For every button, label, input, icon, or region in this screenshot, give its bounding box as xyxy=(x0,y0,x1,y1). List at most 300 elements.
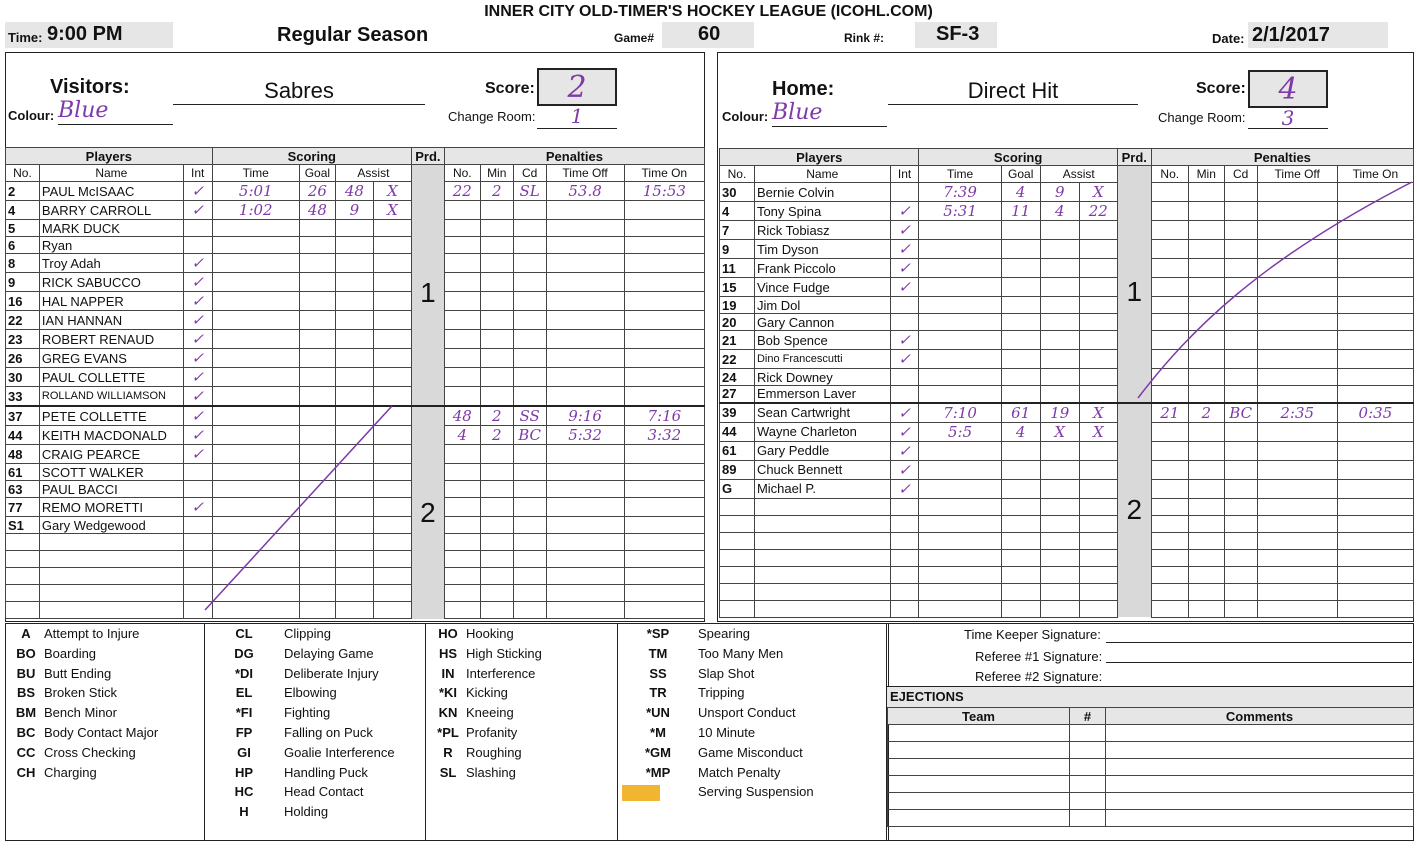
player-number: 44 xyxy=(6,426,40,445)
penalty-description: Roughing xyxy=(466,744,522,760)
player-name: Bernie Colvin xyxy=(754,183,890,202)
legend-item xyxy=(430,626,514,641)
visitors-colour: Blue xyxy=(58,98,173,125)
penalty-code: BO xyxy=(16,645,36,661)
legend-divider xyxy=(204,623,205,841)
check-mark-icon: ✓ xyxy=(890,240,919,259)
legend-item xyxy=(622,745,803,760)
legend-item xyxy=(208,765,368,780)
player-number: 9 xyxy=(6,273,40,292)
player-number: 22 xyxy=(6,311,40,330)
player-name: Gary Peddle xyxy=(754,441,890,460)
time-value: 9:00 PM xyxy=(47,23,123,45)
cd-header: Cd xyxy=(1224,166,1257,183)
legend-item xyxy=(8,685,117,700)
visitors-room-label: Change Room: xyxy=(448,109,536,124)
player-name: HAL NAPPER xyxy=(39,292,183,311)
penalty-cd: SL xyxy=(513,182,546,201)
player-number: 2 xyxy=(6,182,40,201)
penalty-description: Hooking xyxy=(466,626,514,641)
penalty-description: Interference xyxy=(466,665,536,681)
player-name: Tony Spina xyxy=(754,202,890,221)
penalty-code: *M xyxy=(650,725,666,740)
penalty-code: CC xyxy=(16,744,36,760)
penalty-description: Head Contact xyxy=(284,784,364,800)
check-mark-icon: ✓ xyxy=(183,426,212,445)
legend-item xyxy=(208,705,330,720)
player-number: 61 xyxy=(6,464,40,481)
player-name: Jim Dol xyxy=(754,297,890,314)
player-number: 26 xyxy=(6,349,40,368)
time-off-header: Time Off xyxy=(546,165,624,182)
legend-item xyxy=(622,705,796,720)
player-name: Bob Spence xyxy=(754,331,890,350)
penalty-code xyxy=(622,785,660,801)
time-on-header: Time On xyxy=(1337,166,1413,183)
scoring-assist1: X xyxy=(1040,422,1079,441)
penalty-code: *KI xyxy=(438,685,458,701)
legend-item xyxy=(8,705,117,720)
rink-value: SF-3 xyxy=(936,23,980,45)
penalty-code: *PL xyxy=(437,725,459,740)
penalty-on: 3:32 xyxy=(624,426,704,445)
penalty-code: EL xyxy=(235,685,253,701)
ejections-team-header: Team xyxy=(888,708,1070,725)
check-mark-icon: ✓ xyxy=(183,387,212,407)
penalty-code: TR xyxy=(649,685,667,701)
scoring-time: 1:02 xyxy=(212,201,299,220)
penalty-code: R xyxy=(443,744,453,760)
date-value: 2/1/2017 xyxy=(1252,24,1330,46)
players-header: Players xyxy=(720,149,919,166)
legend-item xyxy=(430,705,514,720)
ejection-row xyxy=(888,810,1414,827)
ejection-cell[interactable] xyxy=(888,776,1070,793)
min-header: Min xyxy=(1188,166,1224,183)
penalty-code: BM xyxy=(15,705,37,721)
ejection-row xyxy=(888,793,1414,810)
legend-divider xyxy=(617,623,618,841)
pen-no-header: No. xyxy=(444,165,480,182)
penalty-description: Goalie Interference xyxy=(284,744,395,760)
legend-item xyxy=(208,685,337,700)
ejection-cell[interactable] xyxy=(1106,776,1414,793)
player-number: 4 xyxy=(720,202,755,221)
penalty-code: SL xyxy=(439,764,457,780)
ejection-cell[interactable] xyxy=(1106,725,1414,742)
ejection-row xyxy=(888,742,1414,759)
scoring-goal: 61 xyxy=(1001,403,1040,423)
scoring-assist1: 9 xyxy=(335,201,373,220)
penalty-min: 2 xyxy=(480,426,513,445)
penalty-description: Holding xyxy=(284,804,329,820)
period-2-label: 2 xyxy=(1117,403,1151,618)
penalty-off: 5:32 xyxy=(546,426,624,445)
penalty-description: Fighting xyxy=(284,705,331,721)
check-mark-icon: ✓ xyxy=(890,422,919,441)
visitors-score-label: Score: xyxy=(485,80,535,97)
check-mark-icon: ✓ xyxy=(183,254,212,273)
penalty-description: Butt Ending xyxy=(44,665,112,681)
legend-item xyxy=(430,765,516,780)
player-number: 11 xyxy=(720,259,755,278)
penalty-code: *GM xyxy=(645,744,671,760)
home-room: 3 xyxy=(1248,106,1328,129)
player-name: Ryan xyxy=(39,237,183,254)
penalty-code: BU xyxy=(16,665,36,681)
check-mark-icon: ✓ xyxy=(890,350,919,369)
time-header: Time xyxy=(212,165,299,182)
ejection-cell[interactable] xyxy=(1070,759,1106,776)
player-name: Frank Piccolo xyxy=(754,259,890,278)
penalty-no: 21 xyxy=(1151,403,1188,423)
ejection-cell[interactable] xyxy=(888,793,1070,810)
scoring-assist1: 48 xyxy=(335,182,373,201)
period-2-label: 2 xyxy=(411,406,444,619)
player-name: BARRY CARROLL xyxy=(39,201,183,220)
player-number: 89 xyxy=(720,460,755,479)
penalty-description: Deliberate Injury xyxy=(284,665,379,681)
check-mark-icon: ✓ xyxy=(183,182,212,201)
penalty-code: CL xyxy=(235,626,253,641)
penalty-description: Game Misconduct xyxy=(698,744,803,760)
player-number: 23 xyxy=(6,330,40,349)
cd-header: Cd xyxy=(513,165,546,182)
player-name: IAN HANNAN xyxy=(39,311,183,330)
penalty-code: HC xyxy=(234,784,254,800)
player-name: Gary Cannon xyxy=(754,314,890,331)
home-team-name: Direct Hit xyxy=(888,78,1138,105)
period-header: Prd. xyxy=(411,148,444,165)
penalty-code: *SP xyxy=(646,626,670,641)
penalty-code: *DI xyxy=(234,665,254,681)
ejection-cell[interactable] xyxy=(888,725,1070,742)
league-title: INNER CITY OLD-TIMER'S HOCKEY LEAGUE (ICOHL.COM) xyxy=(484,3,933,20)
penalty-description: Clipping xyxy=(284,626,331,641)
ejection-cell[interactable] xyxy=(1106,810,1414,827)
min-header: Min xyxy=(480,165,513,182)
ejection-cell[interactable] xyxy=(1070,776,1106,793)
date-label: Date: xyxy=(1212,31,1245,46)
penalty-description: Slashing xyxy=(466,764,516,780)
penalty-code: TM xyxy=(648,645,668,661)
scoring-assist2: X xyxy=(373,201,411,220)
legend-item xyxy=(8,765,97,780)
legend-item xyxy=(430,745,522,760)
timekeeper-signature-label: Time Keeper Signature: xyxy=(964,627,1101,642)
player-name: Vince Fudge xyxy=(754,278,890,297)
ejection-row xyxy=(888,776,1414,793)
player-number: 4 xyxy=(6,201,40,220)
player-number: 63 xyxy=(6,481,40,498)
scoring-goal: 26 xyxy=(299,182,335,201)
penalty-description: Handling Puck xyxy=(284,764,368,780)
check-mark-icon: ✓ xyxy=(183,292,212,311)
check-mark-icon: ✓ xyxy=(890,460,919,479)
no-header: No. xyxy=(720,166,755,183)
penalty-code: DG xyxy=(234,645,254,661)
home-room-label: Change Room: xyxy=(1158,110,1246,125)
visitors-label: Visitors: xyxy=(50,76,130,98)
scoring-time: 5:01 xyxy=(212,182,299,201)
player-number: 33 xyxy=(6,387,40,407)
check-mark-icon: ✓ xyxy=(183,406,212,426)
goal-header: Goal xyxy=(1001,166,1040,183)
legend-item xyxy=(622,784,814,801)
penalty-description: Kicking xyxy=(466,685,508,701)
player-number: 21 xyxy=(720,331,755,350)
check-mark-icon: ✓ xyxy=(183,349,212,368)
scoring-assist2: X xyxy=(373,182,411,201)
ejections-header xyxy=(887,686,1413,707)
legend-item xyxy=(622,685,744,700)
player-number: 19 xyxy=(720,297,755,314)
penalty-off: 2:35 xyxy=(1257,403,1337,423)
scoring-assist2: X xyxy=(1079,422,1117,441)
scoring-time: 5:31 xyxy=(919,202,1001,221)
player-name: ROLLAND WILLIAMSON xyxy=(39,387,183,407)
player-name: PAUL BACCI xyxy=(39,481,183,498)
legend-item xyxy=(208,784,364,799)
ejection-cell[interactable] xyxy=(1070,793,1106,810)
time-label: Time: xyxy=(8,30,43,45)
check-mark-icon: ✓ xyxy=(890,441,919,460)
penalty-code: HP xyxy=(234,764,254,780)
player-number: 20 xyxy=(720,314,755,331)
ejection-cell[interactable] xyxy=(1106,759,1414,776)
ejections-title: EJECTIONS xyxy=(890,689,964,704)
penalty-description: Delaying Game xyxy=(284,645,374,661)
penalty-code: BS xyxy=(16,685,36,701)
player-number: 77 xyxy=(6,498,40,517)
penalty-code: HO xyxy=(438,626,458,641)
period-1-label: 1 xyxy=(411,182,444,407)
player-name: Michael P. xyxy=(754,479,890,498)
player-number: 61 xyxy=(720,441,755,460)
player-number: 44 xyxy=(720,422,755,441)
player-number: 37 xyxy=(6,406,40,426)
penalty-description: High Sticking xyxy=(466,645,542,661)
scoring-time: 5:5 xyxy=(919,422,1001,441)
penalty-no: 22 xyxy=(444,182,480,201)
penalty-on: 7:16 xyxy=(624,406,704,426)
home-score: 4 xyxy=(1278,72,1298,107)
legend-item xyxy=(8,725,158,740)
game-label: Game# xyxy=(614,31,655,45)
scoring-time: 7:39 xyxy=(919,183,1001,202)
check-mark-icon: ✓ xyxy=(890,221,919,240)
ejections-comments-header: Comments xyxy=(1106,708,1414,725)
visitors-room: 1 xyxy=(537,104,617,129)
pen-no-header: No. xyxy=(1151,166,1188,183)
player-number: 30 xyxy=(720,183,755,202)
penalties-header: Penalties xyxy=(444,148,704,165)
penalty-code: BC xyxy=(16,725,36,740)
referee2-signature-label: Referee #2 Signature: xyxy=(975,669,1103,684)
player-name: Emmerson Laver xyxy=(754,386,890,403)
player-number: 8 xyxy=(6,254,40,273)
penalty-code: KN xyxy=(438,705,458,721)
check-mark-icon: ✓ xyxy=(183,498,212,517)
legend-item xyxy=(430,685,508,700)
penalty-code: *FI xyxy=(235,705,253,721)
penalty-description: Body Contact Major xyxy=(44,725,159,740)
legend-item xyxy=(8,626,139,641)
penalty-description: Charging xyxy=(44,764,97,780)
referee1-signature-line[interactable] xyxy=(1106,662,1412,663)
penalty-off: 53.8 xyxy=(546,182,624,201)
home-period1-penalty-strike xyxy=(1138,182,1412,398)
scoring-assist2: 22 xyxy=(1079,202,1117,221)
player-name: Dino Francescutti xyxy=(754,350,890,369)
player-name: KEITH MACDONALD xyxy=(39,426,183,445)
legend-item xyxy=(8,745,136,760)
legend-divider xyxy=(425,623,426,841)
player-name: CRAIG PEARCE xyxy=(39,445,183,464)
penalty-min: 2 xyxy=(1188,403,1224,423)
int-header: Int xyxy=(890,166,919,183)
penalty-description: Bench Minor xyxy=(44,705,117,721)
penalty-description: Spearing xyxy=(698,626,751,641)
player-number: 7 xyxy=(720,221,755,240)
player-name: ROBERT RENAUD xyxy=(39,330,183,349)
timekeeper-signature-line[interactable] xyxy=(1106,642,1412,643)
penalty-off: 9:16 xyxy=(546,406,624,426)
penalty-on: 15:53 xyxy=(624,182,704,201)
check-mark-icon: ✓ xyxy=(890,331,919,350)
penalty-code: *MP xyxy=(645,764,671,780)
player-number: 39 xyxy=(720,403,755,423)
penalty-no: 4 xyxy=(444,426,480,445)
penalty-code: A xyxy=(21,626,31,641)
ejection-cell[interactable] xyxy=(888,810,1070,827)
scoring-assist1: 19 xyxy=(1040,403,1079,423)
check-mark-icon: ✓ xyxy=(183,273,212,292)
penalty-code: *UN xyxy=(646,705,670,721)
penalty-cd: SS xyxy=(513,406,546,426)
legend-item xyxy=(622,725,755,740)
game-value: 60 xyxy=(698,23,721,45)
penalty-code: HS xyxy=(438,645,458,661)
players-header: Players xyxy=(6,148,213,165)
scoring-assist1: 4 xyxy=(1040,202,1079,221)
scoring-goal: 48 xyxy=(299,201,335,220)
ejections-table xyxy=(887,707,1414,827)
visitors-colour-label: Colour: xyxy=(8,108,55,123)
player-number: 6 xyxy=(6,237,40,254)
legend-item xyxy=(208,666,379,681)
int-header: Int xyxy=(183,165,212,182)
penalty-cd: BC xyxy=(513,426,546,445)
player-number: 48 xyxy=(6,445,40,464)
penalty-code: IN xyxy=(441,665,455,681)
check-mark-icon: ✓ xyxy=(890,403,919,423)
check-mark-icon: ✓ xyxy=(890,479,919,498)
rink-label: Rink #: xyxy=(844,31,885,45)
player-number: 16 xyxy=(6,292,40,311)
player-name: RICK SABUCCO xyxy=(39,273,183,292)
check-mark-icon: ✓ xyxy=(183,368,212,387)
legend-item xyxy=(208,725,373,740)
player-name: Gary Wedgewood xyxy=(39,517,183,534)
ejection-cell[interactable] xyxy=(1106,793,1414,810)
penalty-code: FP xyxy=(235,725,253,740)
penalty-description: Slap Shot xyxy=(698,665,755,681)
player-name: PETE COLLETTE xyxy=(39,406,183,426)
penalty-description: Serving Suspension xyxy=(698,784,814,800)
player-name: Rick Tobiasz xyxy=(754,221,890,240)
legend-item xyxy=(208,646,374,661)
legend-item xyxy=(430,725,517,740)
player-number: S1 xyxy=(6,517,40,534)
no-header: No. xyxy=(6,165,40,182)
goal-header: Goal xyxy=(299,165,335,182)
legend-item xyxy=(208,626,331,641)
penalty-code: SS xyxy=(649,665,667,681)
penalty-cd: BC xyxy=(1224,403,1257,423)
penalty-description: Kneeing xyxy=(466,705,514,721)
ejection-row xyxy=(888,759,1414,776)
period-header: Prd. xyxy=(1117,149,1151,166)
player-number: 27 xyxy=(720,386,755,403)
legend-item xyxy=(622,626,750,641)
check-mark-icon: ✓ xyxy=(890,278,919,297)
check-mark-icon: ✓ xyxy=(183,330,212,349)
player-name: Sean Cartwright xyxy=(754,403,890,423)
ejections-number-header: # xyxy=(1070,708,1106,725)
scoring-assist2: X xyxy=(1079,183,1117,202)
player-name: Chuck Bennett xyxy=(754,460,890,479)
time-header: Time xyxy=(919,166,1001,183)
ejection-cell[interactable] xyxy=(1070,742,1106,759)
player-name: Wayne Charleton xyxy=(754,422,890,441)
referee1-signature-label: Referee #1 Signature: xyxy=(975,649,1103,664)
scoring-assist1: 9 xyxy=(1040,183,1079,202)
penalty-code: GI xyxy=(237,744,251,760)
scoring-goal: 4 xyxy=(1001,183,1040,202)
penalty-description: Attempt to Injure xyxy=(44,626,140,641)
ejection-cell[interactable] xyxy=(888,759,1070,776)
penalty-description: Unsport Conduct xyxy=(698,705,796,721)
legend-item xyxy=(622,765,780,780)
penalty-min: 2 xyxy=(480,182,513,201)
player-number: 15 xyxy=(720,278,755,297)
visitors-score: 2 xyxy=(567,70,587,105)
legend-item xyxy=(622,666,754,681)
ejection-cell[interactable] xyxy=(888,742,1070,759)
scoring-assist2: X xyxy=(1079,403,1117,423)
ejection-cell[interactable] xyxy=(1106,742,1414,759)
assist-header: Assist xyxy=(335,165,411,182)
check-mark-icon: ✓ xyxy=(183,445,212,464)
scoring-goal: 4 xyxy=(1001,422,1040,441)
ejection-cell[interactable] xyxy=(1070,725,1106,742)
player-name: PAUL McISAAC xyxy=(39,182,183,201)
visitors-period2-strike xyxy=(205,406,392,610)
scoring-goal: 11 xyxy=(1001,202,1040,221)
visitors-team-name: Sabres xyxy=(173,78,425,105)
penalty-description: Falling on Puck xyxy=(284,725,373,740)
scoring-time: 7:10 xyxy=(919,403,1001,423)
player-number: 5 xyxy=(6,220,40,237)
penalty-min: 2 xyxy=(480,406,513,426)
check-mark-icon: ✓ xyxy=(890,202,919,221)
player-name: Troy Adah xyxy=(39,254,183,273)
penalty-on: 0:35 xyxy=(1337,403,1413,423)
ejection-cell[interactable] xyxy=(1070,810,1106,827)
ejection-row xyxy=(888,725,1414,742)
penalty-description: Profanity xyxy=(466,725,518,740)
